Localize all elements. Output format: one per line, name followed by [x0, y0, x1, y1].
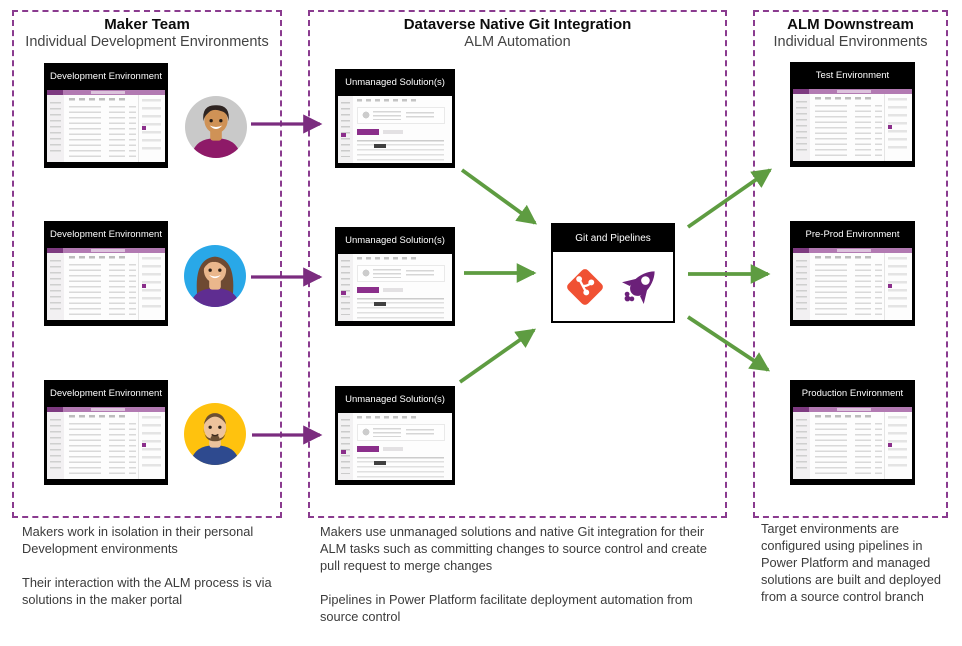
solution-screenshot	[338, 413, 452, 480]
maker-avatar-1	[185, 96, 247, 158]
description-paragraph: Makers work in isolation in their personal Development environments	[22, 524, 254, 556]
production-environment-screenshot	[793, 407, 912, 479]
dev-environment-label: Development Environment	[50, 229, 162, 240]
person-icon	[184, 403, 246, 465]
production-environment-label: Production Environment	[801, 388, 904, 399]
alm-downstream-title: ALM Downstream	[787, 16, 914, 33]
solution-screenshot	[338, 254, 452, 321]
description-paragraph: Makers use unmanaged solutions and native Git integration for their ALM tasks such as committing changes to source control and create pull request to merge changes	[320, 524, 707, 573]
git-and-pipelines-box	[551, 223, 675, 323]
maker-team-title: Maker Team	[104, 16, 190, 33]
unmanaged-solution-label: Unmanaged Solution(s)	[345, 77, 445, 88]
git-box-icons	[553, 252, 673, 321]
description-paragraph: Pipelines in Power Platform facilitate deployment automation from source control	[320, 592, 693, 624]
unmanaged-solution-label: Unmanaged Solution(s)	[345, 394, 445, 405]
unmanaged-solution-label: Unmanaged Solution(s)	[345, 235, 445, 246]
preprod-environment-label: Pre-Prod Environment	[805, 229, 900, 240]
production-environment-box	[790, 380, 915, 485]
alm-downstream-description	[761, 520, 945, 622]
test-environment-label: Test Environment	[815, 70, 890, 81]
unmanaged-solution-box-1	[335, 69, 455, 168]
preprod-environment-screenshot	[793, 248, 912, 320]
person-icon	[185, 96, 247, 158]
dataverse-git-title: Dataverse Native Git Integration	[403, 16, 632, 33]
description-paragraph: Their interaction with the ALM process is via solutions in the maker portal	[22, 575, 272, 607]
git-box-title: Git and Pipelines	[553, 225, 673, 252]
test-environment-box	[790, 62, 915, 167]
maker-avatar-3	[184, 403, 246, 465]
solution-screenshot	[338, 96, 452, 163]
unmanaged-solution-box-2	[335, 227, 455, 326]
dev-environment-screenshot	[47, 90, 165, 162]
dev-environment-screenshot	[47, 407, 165, 479]
dataverse-git-subtitle: ALM Automation	[464, 34, 571, 50]
dev-environment-box-2	[44, 221, 168, 326]
preprod-environment-box	[790, 221, 915, 326]
dev-environment-label: Development Environment	[50, 388, 162, 399]
rocket-icon	[615, 263, 663, 311]
dev-environment-label: Development Environment	[50, 71, 162, 82]
maker-avatar-2	[184, 245, 246, 307]
dev-environment-screenshot	[47, 248, 165, 320]
dev-environment-box-1	[44, 63, 168, 168]
person-icon	[184, 245, 246, 307]
test-environment-screenshot	[793, 89, 912, 161]
unmanaged-solution-box-3	[335, 386, 455, 485]
alm-downstream-subtitle: Individual Environments	[773, 34, 928, 50]
description-paragraph: Target environments are configured using pipelines in Power Platform and managed solutions are built and deployed from a source control branch	[761, 521, 941, 604]
dev-environment-box-3	[44, 380, 168, 485]
maker-team-description	[22, 523, 280, 625]
maker-team-subtitle: Individual Development Environments	[25, 34, 269, 50]
dataverse-git-description	[320, 523, 718, 642]
git-icon	[564, 266, 606, 308]
